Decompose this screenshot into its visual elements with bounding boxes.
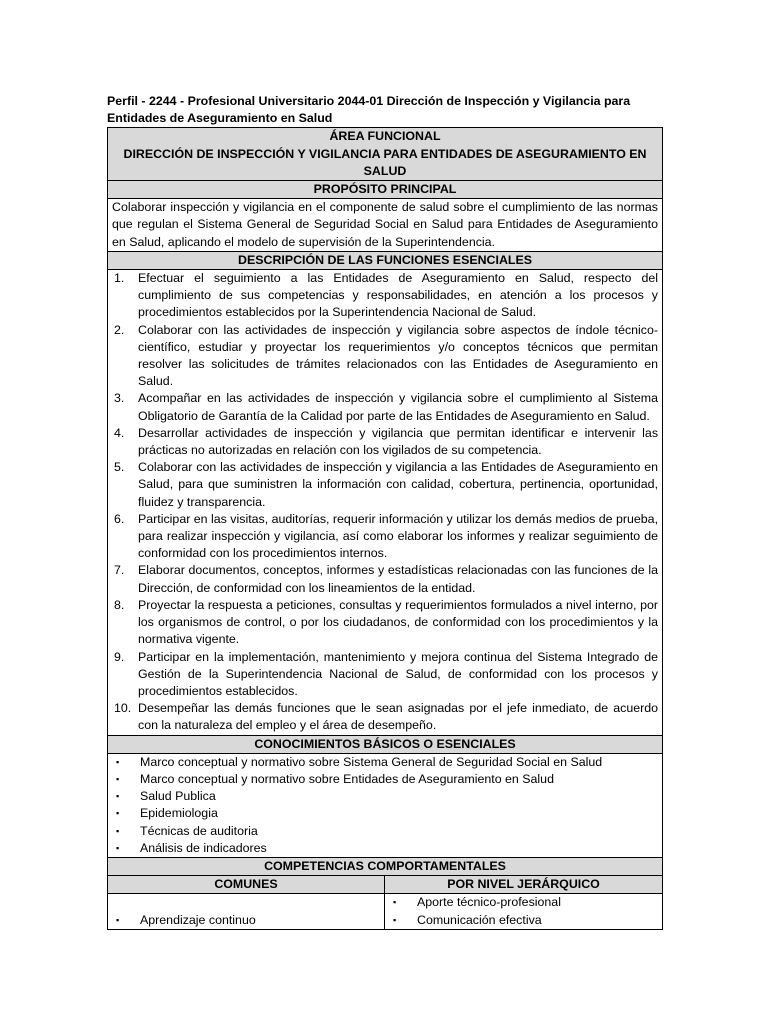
competency-text: Aporte técnico-profesional (417, 895, 561, 910)
conocimientos-cell (108, 753, 663, 857)
knowledge-item (112, 805, 658, 822)
function-item (114, 425, 658, 459)
knowledge-text: Marco conceptual y normativo sobre Entidades de Aseguramiento en Salud (140, 771, 554, 786)
function-number: 10. (114, 701, 132, 716)
function-number: 1. (114, 271, 125, 286)
function-item (114, 562, 658, 596)
competency-item (389, 912, 658, 929)
competency-text: Comunicación efectiva (417, 912, 542, 927)
function-number: 9. (114, 649, 125, 664)
profile-table (107, 127, 663, 929)
knowledge-text: Marco conceptual y normativo sobre Sistema General de Seguridad Social en Salud (140, 754, 603, 769)
bullet-icon: ▪ (116, 791, 120, 802)
function-text: Efectuar el seguimiento a las Entidades de Aseguramiento en Salud, respecto del cumplimiento de sus competencias y responsabilidades, en atención a los procesos y procedimientos establecidos por la Superintendencia Nacional de Salud. (138, 271, 659, 320)
function-number: 7. (114, 563, 125, 578)
bullet-icon: ▪ (116, 773, 120, 784)
knowledge-item (112, 788, 658, 805)
nivel-cell (385, 894, 663, 929)
function-item (114, 322, 658, 391)
bullet-icon: ▪ (116, 914, 120, 925)
competency-text: Aprendizaje continuo (140, 912, 256, 927)
knowledge-item (112, 754, 658, 771)
comunes-column-header: COMUNES (108, 876, 385, 894)
function-text: Participar en las visitas, auditorías, requerir información y utilizar los demás medios de prueba, para realizar inspección y vigilancia, así como elaborar los informes y realizar seguimiento de conformidad con los procedimientos internos. (138, 511, 659, 561)
knowledge-text: Salud Publica (140, 789, 216, 804)
bullet-icon: ▪ (116, 756, 120, 767)
funciones-header: DESCRIPCIÓN DE LAS FUNCIONES ESENCIALES (108, 251, 663, 269)
bullet-icon: ▪ (116, 842, 120, 853)
bullet-icon: ▪ (116, 808, 120, 819)
function-number: 8. (114, 597, 125, 612)
nivel-column-header: POR NIVEL JERÁRQUICO (385, 876, 663, 894)
document-title: Perfil - 2244 - Profesional Universitario 2044-01 Dirección de Inspección y Vigilancia para Entidades de Aseguramiento en Salud (107, 94, 631, 126)
nivel-list (389, 894, 658, 928)
function-text: Colaborar con las actividades de inspección y vigilancia sobre aspectos de índole técnico-científico, estudiar y proyectar los requerimientos y/o conceptos técnicos que permitan resolver las solicitudes de trámites relacionados con las Entidades de Aseguramiento en Salud. (138, 322, 659, 389)
comunes-cell (108, 894, 385, 929)
proposito-header: PROPÓSITO PRINCIPAL (108, 181, 663, 199)
bullet-icon: ▪ (116, 825, 120, 836)
funciones-cell (108, 270, 663, 735)
function-item (114, 270, 658, 322)
function-text: Acompañar en las actividades de inspección y vigilancia sobre el cumplimiento al Sistema Obligatorio de Garantía de la Calidad por parte de las Entidades de Aseguramiento en Salud. (138, 391, 659, 423)
function-number: 3. (114, 391, 125, 406)
function-text: Desempeñar las demás funciones que le sean asignadas por el jefe inmediato, de acuerdo con la naturaleza del empleo y el área de desempeño. (138, 701, 659, 733)
knowledge-text: Análisis de indicadores (140, 840, 267, 855)
function-text: Elaborar documentos, conceptos, informes y estadísticas relacionadas con las funciones de la Dirección, de conformidad con los lineamientos de la entidad. (138, 563, 659, 595)
function-number: 6. (114, 511, 125, 526)
proposito-text: Colaborar inspección y vigilancia en el componente de salud sobre el cumplimiento de las normas que regulan el Sistema General de Seguridad Social en Salud para Entidades de Aseguramiento en Salud, aplicando el modelo de supervisión de la Superintendencia. (108, 199, 663, 252)
area-funcional-header: ÁREA FUNCIONAL (329, 129, 441, 144)
bullet-icon: ▪ (393, 897, 397, 908)
function-item (114, 649, 658, 701)
function-text: Proyectar la respuesta a peticiones, consultas y requerimientos formulados a nivel interno, por los organismos de control, o por los ciudadanos, de conformidad con los procedimientos y la normativa vigente. (138, 597, 659, 647)
function-item (114, 390, 658, 424)
funciones-list (114, 270, 658, 734)
competencias-header: COMPETENCIAS COMPORTAMENTALES (108, 857, 663, 875)
function-text: Colaborar con las actividades de inspección y vigilancia a las Entidades de Aseguramiento en Salud, para que suministren la información con calidad, cobertura, pertinencia, oportunidad, fluidez y transparencia. (138, 460, 659, 509)
function-item (114, 597, 658, 649)
function-number: 5. (114, 460, 125, 475)
knowledge-text: Epidemiologia (140, 806, 218, 821)
area-funcional-cell (108, 128, 663, 181)
document-page (107, 93, 662, 930)
comunes-list (112, 912, 380, 929)
function-item (114, 459, 658, 511)
function-number: 4. (114, 425, 125, 440)
function-text: Desarrollar actividades de inspección y vigilancia que permitan identificar e intervenir las prácticas no autorizadas en relación con los vigilados de su competencia. (138, 425, 659, 458)
function-number: 2. (114, 322, 125, 337)
knowledge-item (112, 771, 658, 788)
function-text: Participar en la implementación, mantenimiento y mejora continua del Sistema Integrado de Gestión de la Superintendencia Nacional de Salud, de conformidad con los procesos y procedimientos establecidos. (138, 649, 659, 698)
bullet-icon: ▪ (393, 914, 397, 925)
conocimientos-list (112, 754, 658, 857)
function-item (114, 700, 658, 734)
knowledge-item (112, 840, 658, 857)
knowledge-text: Técnicas de auditoria (140, 823, 258, 838)
area-funcional-value: DIRECCIÓN DE INSPECCIÓN Y VIGILANCIA PARA ENTIDADES DE ASEGURAMIENTO EN SALUD (123, 146, 647, 178)
competency-item (112, 912, 380, 929)
conocimientos-header: CONOCIMIENTOS BÁSICOS O ESENCIALES (108, 735, 663, 753)
knowledge-item (112, 823, 658, 840)
competency-item (389, 894, 658, 911)
function-item (114, 511, 658, 563)
